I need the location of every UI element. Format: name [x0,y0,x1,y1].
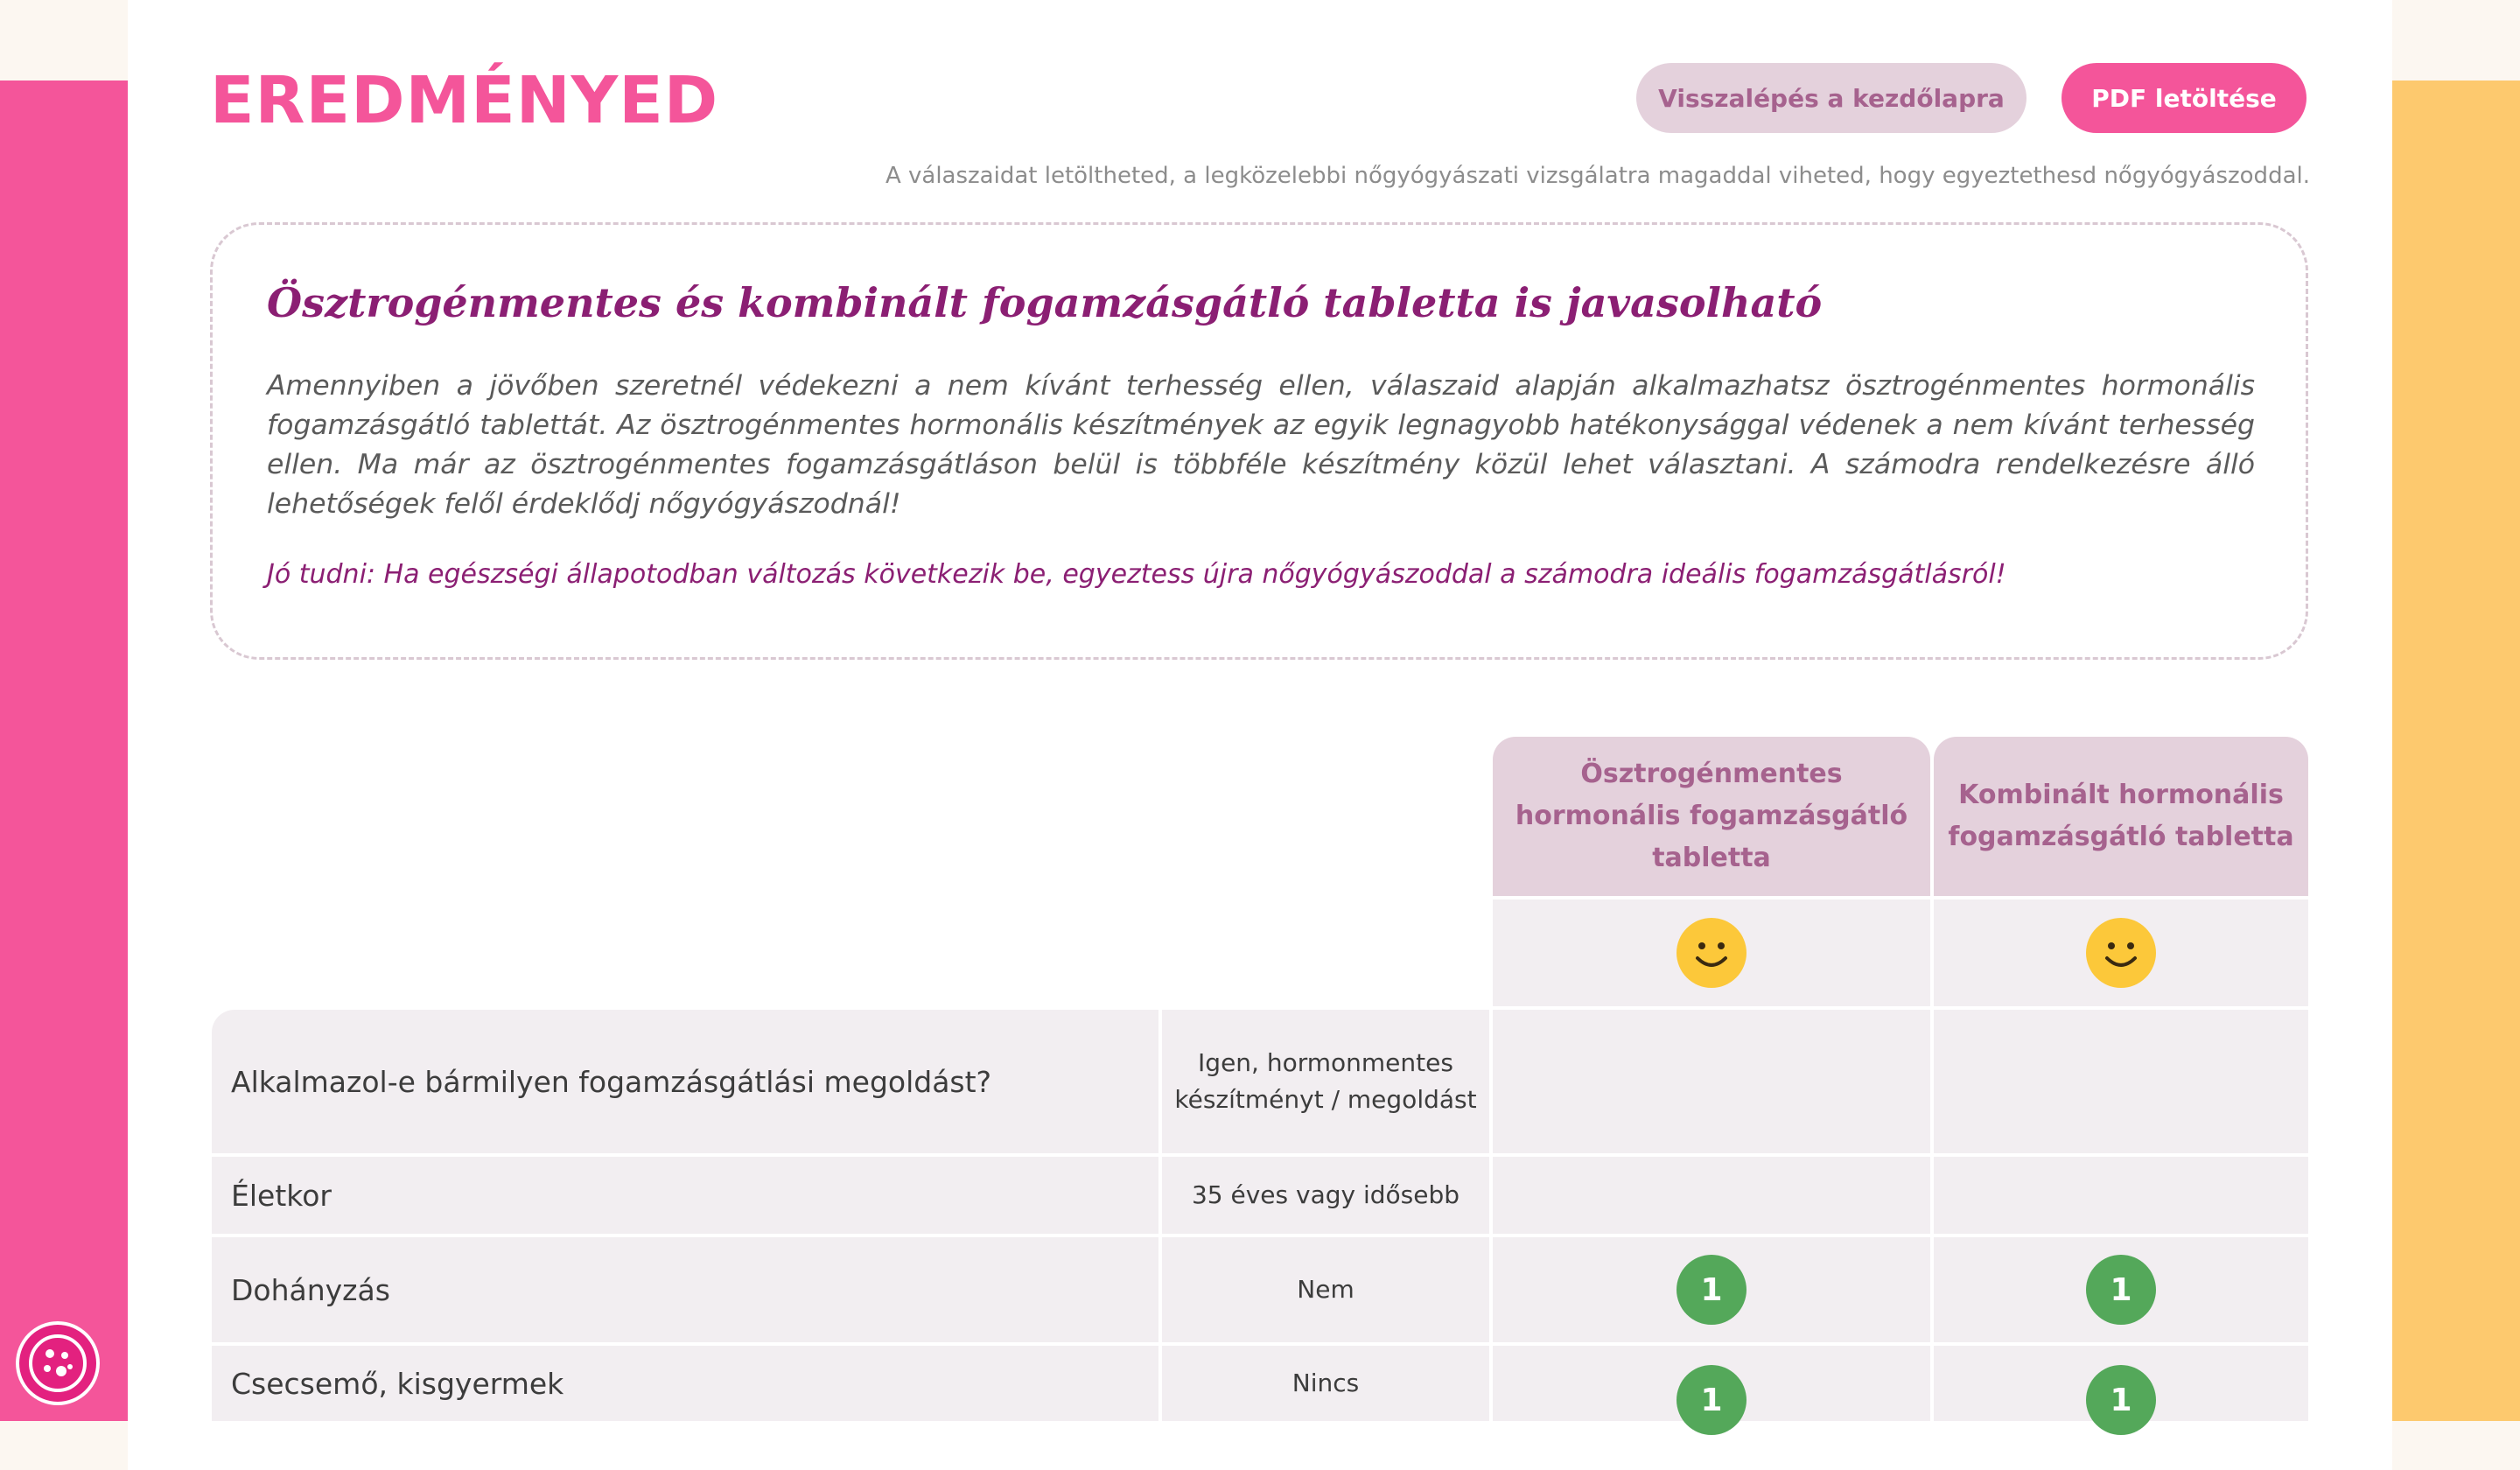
table-row-value-estrogen-free [1493,1010,1930,1153]
score-badge: 1 [2086,1255,2156,1325]
page-title: EREDMÉNYED [210,63,719,138]
table-row-value-estrogen-free [1493,1157,1930,1234]
table-row-value-estrogen-free [1493,1346,1930,1421]
score-badge: 1 [1676,1255,1746,1325]
table-row-value-combined [1934,1237,2308,1342]
result-box [210,222,2308,660]
table-row-question: Alkalmazol-e bármilyen fogamzásgátlási megoldást? [212,1010,1158,1153]
table-row-question: Csecsemő, kisgyermek [212,1346,1158,1421]
right-accent-band [2392,80,2520,1421]
score-badge: 1 [1676,1365,1746,1435]
back-to-home-button[interactable]: Visszalépés a kezdőlapra [1636,63,2026,133]
left-accent-band [0,80,128,1421]
download-note: A válaszaidat letöltheted, a legközelebbi nőgyógyászati vizsgálatra magaddal viheted, hogy egyeztethesd nőgyógyászoddal. [885,163,2310,189]
table-row-value-combined [1934,1157,2308,1234]
column-header-estrogen-free: Ösztrogénmentes hormonális fogamzásgátló tabletta [1493,737,1930,896]
table-row-question: Dohányzás [212,1237,1158,1342]
table-row-value-combined [1934,1010,2308,1153]
smiley-icon [1676,918,1746,988]
smiley-icon [2086,918,2156,988]
table-row-answer: Nincs [1162,1346,1489,1421]
result-tip: Jó tudni: Ha egészségi állapotodban változás következik be, egyeztess újra nőgyógyászoddal a számodra ideális fogamzásgátlásról! [267,559,2006,590]
table-row-question: Életkor [212,1157,1158,1234]
table-row-value-estrogen-free [1493,1237,1930,1342]
cookie-settings-button[interactable] [16,1321,100,1405]
download-pdf-button[interactable]: PDF letöltése [2062,63,2306,133]
result-description: Amennyiben a jövőben szeretnél védekezni a nem kívánt terhesség ellen, válaszaid alapján alkalmazhatsz ösztrogénmentes hormonális fogamzásgátló tablettát. Az ösztrogénmentes hormonális készítmények az egyik legnagyobb hatékonysággal védenek a nem kívánt terhesség ellen. Ma már az ösztrogénmentes fogamzásgátláson belül is többféle készítmény közül lehet választani. A számodra rendelkezésre álló lehetőségek felől érdeklődj nőgyógyászodnál! [267,370,2255,520]
cookie-icon [26,1332,89,1395]
column-status-cell [1934,900,2308,1006]
table-row-answer: 35 éves vagy idősebb [1162,1157,1489,1234]
column-status-cell [1493,900,1930,1006]
table-row-answer: Nem [1162,1237,1489,1342]
column-header-combined: Kombinált hormonális fogamzásgátló tabletta [1934,737,2308,896]
score-badge: 1 [2086,1365,2156,1435]
table-row-value-combined [1934,1346,2308,1421]
table-row-answer: Igen, hormonmentes készítményt / megoldást [1162,1010,1489,1153]
result-title: Ösztrogénmentes és kombinált fogamzásgátló tabletta is javasolható [267,279,1823,326]
